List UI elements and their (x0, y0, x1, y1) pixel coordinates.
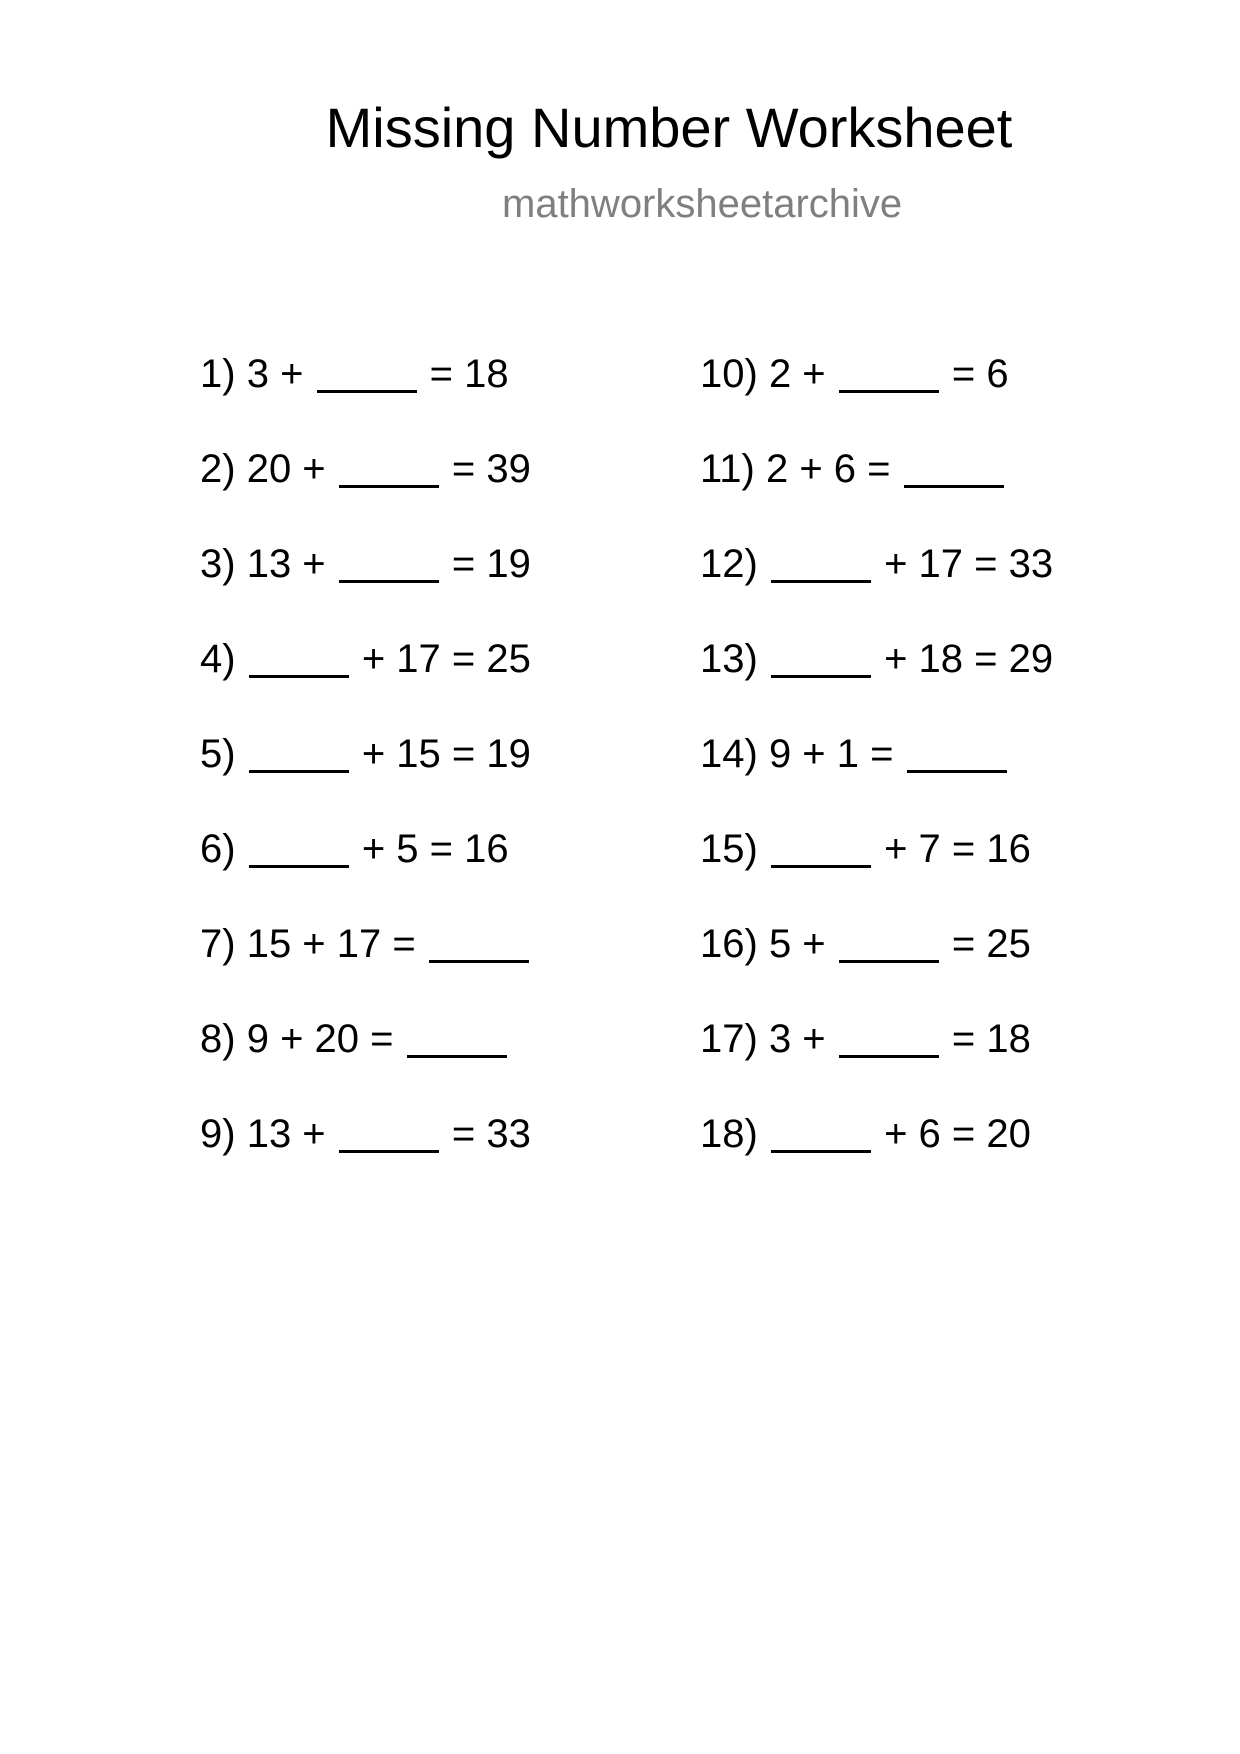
problem-item (700, 1011, 1053, 1106)
problem-result: = 25 (951, 922, 1031, 966)
problem-number: 14) (700, 732, 758, 776)
problem-item (200, 821, 531, 916)
problem-number: 7) (200, 922, 236, 966)
answer-blank[interactable] (339, 447, 439, 488)
problem-expression: + 17 = 33 (884, 542, 1054, 586)
problem-number: 18) (700, 1112, 758, 1156)
problem-item (200, 441, 531, 536)
problem-expression: + 17 = 25 (361, 637, 531, 681)
problem-result: = 39 (451, 447, 531, 491)
problem-item (200, 1011, 531, 1106)
problem-expression: 15 + 17 = (246, 922, 416, 966)
problem-expression: + 15 = 19 (361, 732, 531, 776)
problem-item (700, 441, 1053, 536)
problem-item (200, 346, 531, 441)
problem-expression: + 5 = 16 (361, 827, 509, 871)
answer-blank[interactable] (904, 447, 1004, 488)
problem-item (200, 536, 531, 631)
problem-number: 8) (200, 1017, 236, 1061)
problem-expression: + 6 = 20 (884, 1112, 1031, 1156)
problem-item (700, 821, 1053, 916)
problem-expression: 9 + 20 = (246, 1017, 394, 1061)
problem-item (700, 631, 1053, 726)
problem-number: 9) (200, 1112, 236, 1156)
problem-expression: 3 + (246, 352, 304, 396)
problem-item (700, 536, 1053, 631)
worksheet-title: Missing Number Worksheet (325, 96, 1013, 159)
answer-blank[interactable] (839, 922, 939, 963)
problem-number: 4) (200, 637, 236, 681)
problem-item (200, 726, 531, 821)
problem-number: 3) (200, 542, 236, 586)
problem-expression: + 18 = 29 (884, 637, 1054, 681)
problem-number: 2) (200, 447, 236, 491)
problem-expression: 2 + 6 = (765, 447, 891, 491)
problem-item (200, 631, 531, 726)
problem-number: 10) (700, 352, 758, 396)
problem-result: = 18 (429, 352, 509, 396)
answer-blank[interactable] (771, 827, 871, 868)
problem-item (200, 1106, 531, 1201)
problem-number: 15) (700, 827, 758, 871)
problem-expression: 2 + (768, 352, 826, 396)
answer-blank[interactable] (339, 1112, 439, 1153)
answer-blank[interactable] (407, 1017, 507, 1058)
problem-expression: 20 + (246, 447, 326, 491)
answer-blank[interactable] (339, 542, 439, 583)
answer-blank[interactable] (249, 827, 349, 868)
problem-number: 17) (700, 1017, 758, 1061)
problem-number: 12) (700, 542, 758, 586)
answer-blank[interactable] (771, 1112, 871, 1153)
problem-result: = 18 (951, 1017, 1031, 1061)
answer-blank[interactable] (429, 922, 529, 963)
problem-expression: 5 + (768, 922, 826, 966)
answer-blank[interactable] (771, 637, 871, 678)
problem-item (700, 1106, 1053, 1201)
problems-column-right (700, 346, 1053, 1201)
worksheet-source: mathworksheetarchive (502, 182, 903, 226)
answer-blank[interactable] (907, 732, 1007, 773)
problem-number: 1) (200, 352, 236, 396)
problem-number: 5) (200, 732, 236, 776)
problem-expression: + 7 = 16 (884, 827, 1031, 871)
problem-result: = 19 (451, 542, 531, 586)
answer-blank[interactable] (839, 1017, 939, 1058)
problem-item (200, 916, 531, 1011)
answer-blank[interactable] (249, 637, 349, 678)
answer-blank[interactable] (249, 732, 349, 773)
problem-result: = 33 (451, 1112, 531, 1156)
problem-number: 13) (700, 637, 758, 681)
problem-number: 6) (200, 827, 236, 871)
problem-expression: 3 + (768, 1017, 826, 1061)
problem-expression: 13 + (246, 542, 326, 586)
problem-number: 11) (700, 447, 755, 491)
problem-item (700, 346, 1053, 441)
problem-item (700, 916, 1053, 1011)
problem-item (700, 726, 1053, 821)
problem-expression: 9 + 1 = (768, 732, 894, 776)
problems-column-left (200, 346, 531, 1201)
answer-blank[interactable] (839, 352, 939, 393)
problem-number: 16) (700, 922, 758, 966)
problem-result: = 6 (951, 352, 1009, 396)
problem-expression: 13 + (246, 1112, 326, 1156)
answer-blank[interactable] (771, 542, 871, 583)
answer-blank[interactable] (317, 352, 417, 393)
